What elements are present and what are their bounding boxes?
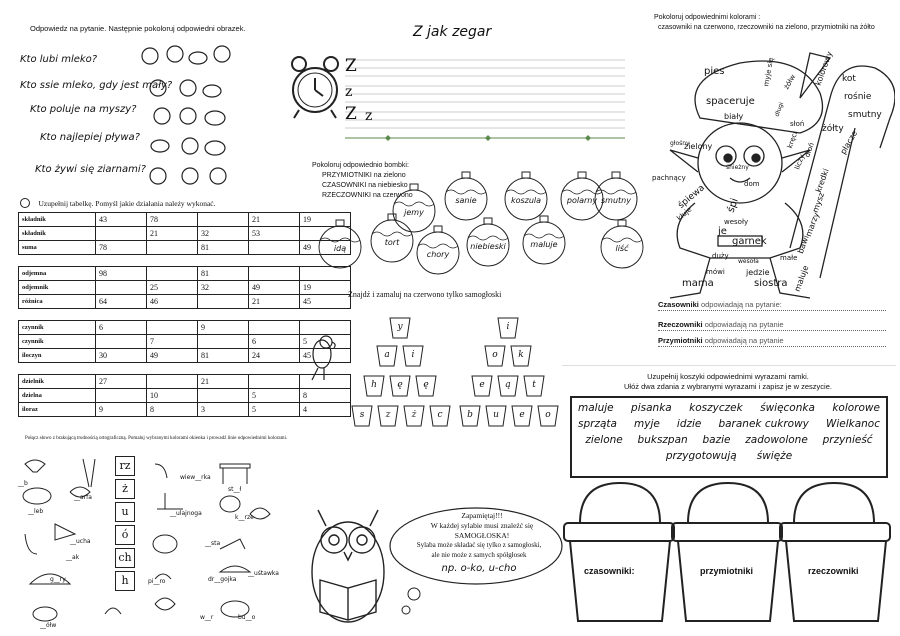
zegar-title: Z jak zegar: [413, 24, 492, 40]
elf-word: pachnący: [652, 174, 686, 182]
table-row: odjemna 98 81: [19, 267, 351, 281]
zegar-letter: z: [365, 108, 373, 124]
left-word: __arfa: [74, 494, 92, 501]
letter-box[interactable]: h: [115, 571, 135, 591]
letter-cup[interactable]: b: [458, 404, 482, 428]
elf-word: rośnie: [844, 92, 872, 102]
table-row: czynnik 7 6 5: [19, 335, 351, 349]
basket-label: czasowniki:: [584, 566, 635, 576]
letter-cup[interactable]: o: [536, 404, 560, 428]
bauble[interactable]: polarny: [556, 170, 608, 222]
letter-cup[interactable]: ę: [388, 374, 412, 398]
left-word: __leb: [28, 508, 44, 515]
table-row: iloraz 9 8 3 5 4: [19, 403, 351, 417]
letter-box[interactable]: u: [115, 502, 135, 522]
table-row: składnik 21 32 53: [19, 227, 351, 241]
letter-cup[interactable]: a: [375, 344, 399, 368]
answer-line[interactable]: [658, 336, 886, 347]
left-word: g__ry: [50, 576, 66, 583]
answer-line[interactable]: [658, 320, 886, 331]
letter-cup[interactable]: z: [376, 404, 400, 428]
basket-label: rzeczowniki: [808, 566, 859, 576]
elf-word: długi: [773, 101, 786, 118]
right-word: __sta: [205, 540, 221, 547]
word-row: sprząta myje idzie baranek cukrowy Wielkanoc: [578, 418, 880, 430]
word-row: przygotowują święże: [665, 450, 793, 462]
letter-cup[interactable]: ż: [402, 404, 426, 428]
note-title: Zapamiętaj!!!: [461, 511, 503, 520]
elf-word: pies: [704, 66, 725, 77]
elf-word: żółw: [782, 73, 798, 91]
letter-cup[interactable]: ę: [414, 374, 438, 398]
letter-cup[interactable]: k: [509, 344, 533, 368]
elf-word: zielony: [684, 142, 713, 151]
zegar-letter: z: [345, 84, 353, 100]
table-row: składnik 43 78 21 19: [19, 213, 351, 227]
table-row: dzielna 10 5 8: [19, 389, 351, 403]
letter-box[interactable]: ó: [115, 525, 135, 545]
note-line: Sylaba może składać się tylko z samogłoski,: [416, 541, 542, 549]
elf-word: liczy: [793, 153, 807, 171]
right-word: st__ł: [228, 486, 242, 493]
bauble[interactable]: chory: [412, 224, 464, 276]
word-box: [570, 396, 888, 478]
writing-lines: [345, 56, 627, 152]
question-3: Kto poluje na myszy?: [30, 104, 137, 115]
elf-word: kolorowy: [813, 50, 835, 87]
letter-cup[interactable]: t: [522, 374, 546, 398]
question-5: Kto żywi się ziarnami?: [35, 164, 146, 175]
letter-cup[interactable]: c: [428, 404, 452, 428]
word-row: maluje pisanka koszyczek święconka kolorowe: [578, 402, 880, 414]
elf-word: płacze: [838, 129, 860, 156]
answer-label: Przymiotniki: [658, 336, 703, 345]
elf-instruction: Pokoloruj odpowiednimi kolorami :: [654, 14, 761, 21]
elf-word: dłoń: [803, 141, 816, 159]
table-row: różnica 64 46 21 45: [19, 295, 351, 309]
elf-word: maluje: [792, 264, 811, 293]
elf-word: jedzie: [746, 268, 770, 277]
baskets-instruction: Ułóż dwa zdania z wybranymi wyrazami i zapisz je w zeszycie.: [624, 382, 832, 391]
bauble[interactable]: sanie: [440, 170, 492, 222]
elf-section: [640, 12, 895, 357]
elf-word: głośny: [670, 140, 690, 147]
baubles-instruction: Pokoloruj odpowiednio bombki:: [312, 162, 409, 169]
parrot-icon: [306, 332, 340, 382]
zegar-section: [285, 20, 630, 140]
right-word: __ulajnoga: [170, 510, 202, 517]
baskets-drawing: [560, 478, 896, 628]
zegar-letter: Z: [345, 56, 357, 76]
note-line: ale nie może z samych spółgłosek: [431, 551, 527, 559]
basket-label: przymiotniki: [700, 566, 754, 576]
letter-cup[interactable]: h: [362, 374, 386, 398]
answer-label: Rzeczowniki: [658, 320, 703, 329]
answer-text: odpowiadają na pytanie: [704, 320, 784, 329]
spelling-instruction: Połącz słowo z brakującą trudnością ortograficzną. Pomaluj wybranymi kolorami okienka i prowadź linie odpowiednimi kolorami.: [25, 436, 288, 441]
answer-label: Czasowniki: [658, 300, 699, 309]
left-word: __b: [18, 480, 28, 487]
table-instruction: Uzupełnij tabelkę. Pomyśl jakie działania należy wykonać.: [38, 199, 216, 208]
elf-word: kręci: [785, 130, 800, 150]
zegar-letter: Z: [345, 104, 357, 124]
right-word: bu__o: [238, 614, 256, 621]
right-word: wiew__rka: [180, 474, 211, 481]
baskets-section: [560, 370, 896, 632]
addition-table: [18, 212, 351, 255]
elf-word: siostra: [754, 278, 788, 289]
bauble[interactable]: niebieski: [462, 216, 514, 268]
word-row: zielone bukszpan bazie zadowolone przynieść: [585, 434, 873, 446]
elf-word: kłuje: [675, 205, 694, 223]
question-4: Kto najlepiej pływa?: [40, 132, 140, 143]
right-word: __uśtawka: [248, 570, 279, 577]
elf-word: wesoła: [738, 258, 759, 265]
table-row: iloczyn 30 49 81 24 45: [19, 349, 351, 363]
letter-box[interactable]: ch: [115, 548, 135, 568]
elf-word: śpi: [725, 196, 741, 215]
elf-word: dom: [744, 180, 760, 188]
right-word: k__rze: [235, 514, 254, 521]
baskets-instruction: Uzupełnij koszyki odpowiednimi wyrazami ramki.: [647, 372, 809, 381]
letter-cup[interactable]: o: [483, 344, 507, 368]
baubles-legend-item: RZECZOWNIKI na czerwono: [322, 192, 413, 199]
table-row: czynnik 6 9: [19, 321, 351, 335]
note-line: W każdej sylabie musi znaleźć się: [430, 521, 534, 530]
spelling-section: [10, 436, 290, 631]
answer-text: odpowiadają na pytanie:: [700, 300, 782, 309]
vowels-instruction: Znajdź i zamaluj na czerwono tylko samogłoski: [348, 290, 502, 299]
answer-text: odpowiadają na pytanie: [704, 336, 784, 345]
elf-instruction: czasowniki na czerwono, rzeczowniki na zielono, przymiotniki na żółto: [658, 24, 875, 31]
elf-word: biały: [724, 112, 744, 121]
animal-pictures: [140, 36, 280, 186]
letter-cup[interactable]: i: [401, 344, 425, 368]
bauble[interactable]: smutny: [590, 170, 642, 222]
answer-line[interactable]: [658, 300, 886, 311]
elf-word: je: [718, 226, 727, 237]
elf-word: duży: [712, 252, 729, 260]
letter-cup[interactable]: e: [510, 404, 534, 428]
left-word: __ółw: [40, 622, 57, 629]
baubles-legend-item: CZASOWNIKI na niebiesko: [322, 182, 408, 189]
vowels-section: [300, 288, 560, 448]
right-word: w__r: [200, 614, 214, 621]
elf-word: bawi: [795, 234, 811, 255]
elf-word: kot: [842, 74, 856, 84]
elf-word: smutny: [848, 110, 882, 120]
letter-cup[interactable]: e: [470, 374, 494, 398]
bauble[interactable]: koszula: [500, 170, 552, 222]
bauble[interactable]: idą: [314, 218, 366, 270]
question-1: Kto lubi mleko?: [20, 54, 98, 65]
question-instruction: Odpowiedz na pytanie. Następnie pokoloruj odpowiedni obrazek.: [30, 24, 246, 33]
left-word: __ak: [66, 554, 80, 561]
baubles-section: [312, 160, 637, 270]
elf-word: śnieżny: [726, 164, 749, 171]
owl-icon: [20, 197, 30, 209]
question-section: [10, 22, 280, 187]
elf-word: mówi: [706, 268, 725, 276]
elf-word: mysz: [810, 191, 827, 214]
elf-word: śpiewa: [676, 183, 707, 211]
right-word: pi__ro: [148, 578, 166, 585]
note-bubble: [388, 506, 566, 586]
bauble[interactable]: tort: [366, 212, 418, 264]
letter-box[interactable]: rz: [115, 456, 135, 476]
divider: [562, 365, 896, 366]
letter-cup[interactable]: i: [496, 316, 520, 340]
alarm-clock-icon: [287, 50, 343, 122]
note-example: np. o-ko, u-cho: [441, 563, 517, 574]
elf-word: żółty: [822, 124, 844, 134]
bauble[interactable]: liść: [596, 218, 648, 270]
baubles-legend-item: PRZYMIOTNIKI na zielono: [322, 172, 406, 179]
letter-cup[interactable]: y: [388, 316, 412, 340]
note-line: SAMOGŁOSKA!: [454, 531, 510, 540]
elf-word: małe: [780, 254, 798, 262]
elf-word: garnek: [732, 236, 767, 247]
elf-word: myje się: [762, 56, 776, 88]
bauble[interactable]: maluje: [518, 214, 570, 266]
question-2: Kto ssie mleko, gdy jest mały?: [20, 80, 173, 91]
letter-box[interactable]: ż: [115, 479, 135, 499]
elf-word: słoń: [790, 120, 805, 128]
letter-cup[interactable]: ą: [496, 374, 520, 398]
elf-word: mama: [682, 278, 714, 289]
letter-cup[interactable]: u: [484, 404, 508, 428]
elf-word: wesoły: [724, 218, 749, 226]
bauble[interactable]: jemy: [388, 182, 440, 234]
elf-word: marzy: [803, 211, 821, 238]
table-row: odjemnik 25 32 49 19: [19, 281, 351, 295]
table-row: dzielnik 27 21: [19, 375, 351, 389]
table-row: suma 78 81 49: [19, 241, 351, 255]
spelling-pictures: [15, 454, 285, 624]
elf-word: kredki: [813, 167, 831, 194]
letter-cup[interactable]: s: [350, 404, 374, 428]
left-word: __ucha: [70, 538, 91, 545]
elf-word: spaceruje: [706, 96, 755, 107]
owl-reading-icon: [302, 500, 394, 630]
right-word: dr__gojka: [208, 576, 237, 583]
